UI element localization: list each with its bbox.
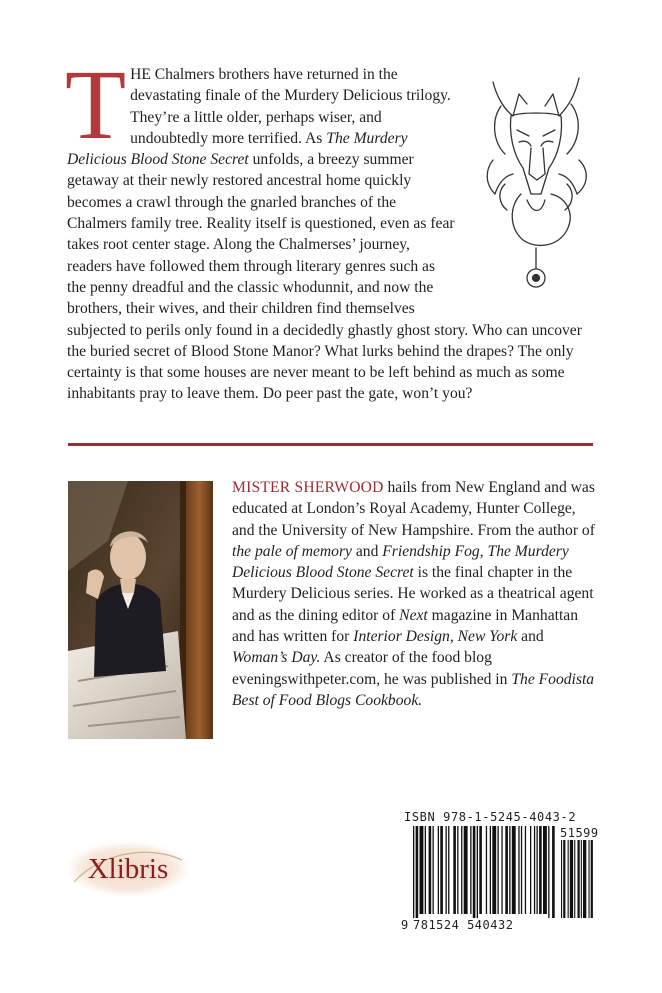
price-barcode-bar <box>589 840 590 918</box>
barcode-bar <box>429 826 432 914</box>
bio-text: hails from New England and was educated at London’s Royal Academy, Hunter College, and the University of New Hampshire. From the author of <box>232 479 595 539</box>
price-barcode-bar <box>583 840 586 918</box>
barcode-bar <box>512 826 516 914</box>
barcode-bar <box>416 826 419 918</box>
price-barcode-bar <box>581 840 582 918</box>
bio-text: and <box>351 542 383 560</box>
section-divider <box>68 443 593 446</box>
drop-cap-letter: T <box>65 49 127 160</box>
author-portrait-image <box>68 481 213 739</box>
barcode-bar <box>505 826 508 914</box>
barcode-bar <box>498 826 499 914</box>
price-barcode-bar <box>563 840 565 918</box>
barcode-bar <box>537 826 538 914</box>
barcode-bar <box>518 826 519 914</box>
back-cover-blurb <box>65 49 595 405</box>
barcode-bar <box>552 826 555 918</box>
barcode-bar <box>461 826 462 914</box>
bio-italic: Next <box>399 606 428 624</box>
price-code: 51599 <box>560 826 599 840</box>
barcode-bar <box>425 826 426 914</box>
bio-italic: The Foodista Best of Food Blogs Cookbook. <box>232 670 595 709</box>
barcode-bar <box>413 826 414 918</box>
barcode-bar <box>448 826 449 914</box>
author-bio <box>232 477 597 711</box>
barcode-bar <box>453 826 456 914</box>
ean-digits: 781524 540432 <box>413 918 514 932</box>
isbn-label: ISBN 978-1-5245-4043-2 <box>404 810 577 824</box>
barcode-bars <box>401 826 596 918</box>
barcode-bar <box>525 826 526 914</box>
bio-text: As creator of the food blog eveningswithpeter.com, he was published in <box>232 649 512 688</box>
barcode-bar <box>534 826 535 914</box>
author-name: MISTER SHERWOOD <box>232 479 384 496</box>
barcode-bar <box>543 826 547 914</box>
ean-first-digit: 9 <box>401 918 409 932</box>
price-barcode-bar <box>561 840 562 918</box>
bio-text: magazine in Manhattan and has written for <box>232 606 578 646</box>
barcode-bar <box>509 826 510 914</box>
barcode-bar <box>477 826 478 918</box>
book-title: The Murdery Delicious Blood Stone Secret <box>67 129 408 169</box>
barcode-bar <box>530 826 531 914</box>
bio-text: is the final chapter in the Murdery Delicious series. He worked as a theatrical agent and as the dining editor of <box>232 564 594 624</box>
bio-text: and <box>517 628 544 646</box>
bio-italic: Interior Design, New York <box>353 628 518 646</box>
publisher-logo-text: Xlibris <box>87 853 169 885</box>
blurb-text-1: HE Chalmers brothers have returned in the devastating finale of the Murdery Delicious trilogy. They’re a little older, perhaps wiser, and undoubtedly more terrified. As <box>130 66 451 147</box>
barcode-bar <box>438 826 439 914</box>
barcode-bar <box>521 826 522 914</box>
barcode-bar <box>501 826 502 914</box>
barcode-bar <box>548 826 549 918</box>
gargoyle-sketch-icon <box>471 64 599 300</box>
author-photo <box>68 481 213 739</box>
price-barcode-bar <box>568 840 569 918</box>
barcode-bar <box>464 826 468 914</box>
bio-italic: the pale of memory <box>232 542 352 560</box>
barcode-bar <box>479 826 482 914</box>
price-barcode-bar <box>578 840 580 918</box>
bio-italic: Friendship Fog, The Murdery Delicious Blood Stone Secret <box>232 542 569 582</box>
price-barcode-bar <box>574 840 575 918</box>
bio-italic: Woman’s Day. <box>232 649 321 667</box>
barcode-bar <box>440 826 443 914</box>
barcode-bar <box>420 826 424 914</box>
barcode-bar <box>473 826 476 918</box>
barcode-bar <box>492 826 496 914</box>
barcode-bar <box>539 826 542 914</box>
price-barcode-bar <box>570 840 573 918</box>
barcode-bar <box>457 826 458 914</box>
barcode-bar <box>433 826 434 914</box>
barcode-bar <box>470 826 471 914</box>
barcode-bar <box>486 826 487 914</box>
barcode-bar <box>490 826 491 914</box>
blurb-text-2: unfolds, a breezy summer getaway at their newly restored ancestral home quickly becomes a crawl through the gnarled branches of the Chalmers family tree. Reality itself is questioned, even as fear takes root center stage. Along the Chalmerses’ journey, readers have followed them through literary genres such as the penny dreadful and the classic whodunnit, and now the brothers, their wives, and their children find themselves subjected to perils only found in a decidedly ghastly ghost story. Who can uncover the buried secret of Blood Stone Manor? What lurks behind the drapes? The only certainty is that some houses are never meant to be left behind as much as some inhabitants pray to leave them. Do peer past the gate, won’t you? <box>67 151 582 403</box>
publisher-logo <box>64 838 192 900</box>
price-barcode-bar <box>591 840 593 918</box>
barcode-bar <box>446 826 447 914</box>
